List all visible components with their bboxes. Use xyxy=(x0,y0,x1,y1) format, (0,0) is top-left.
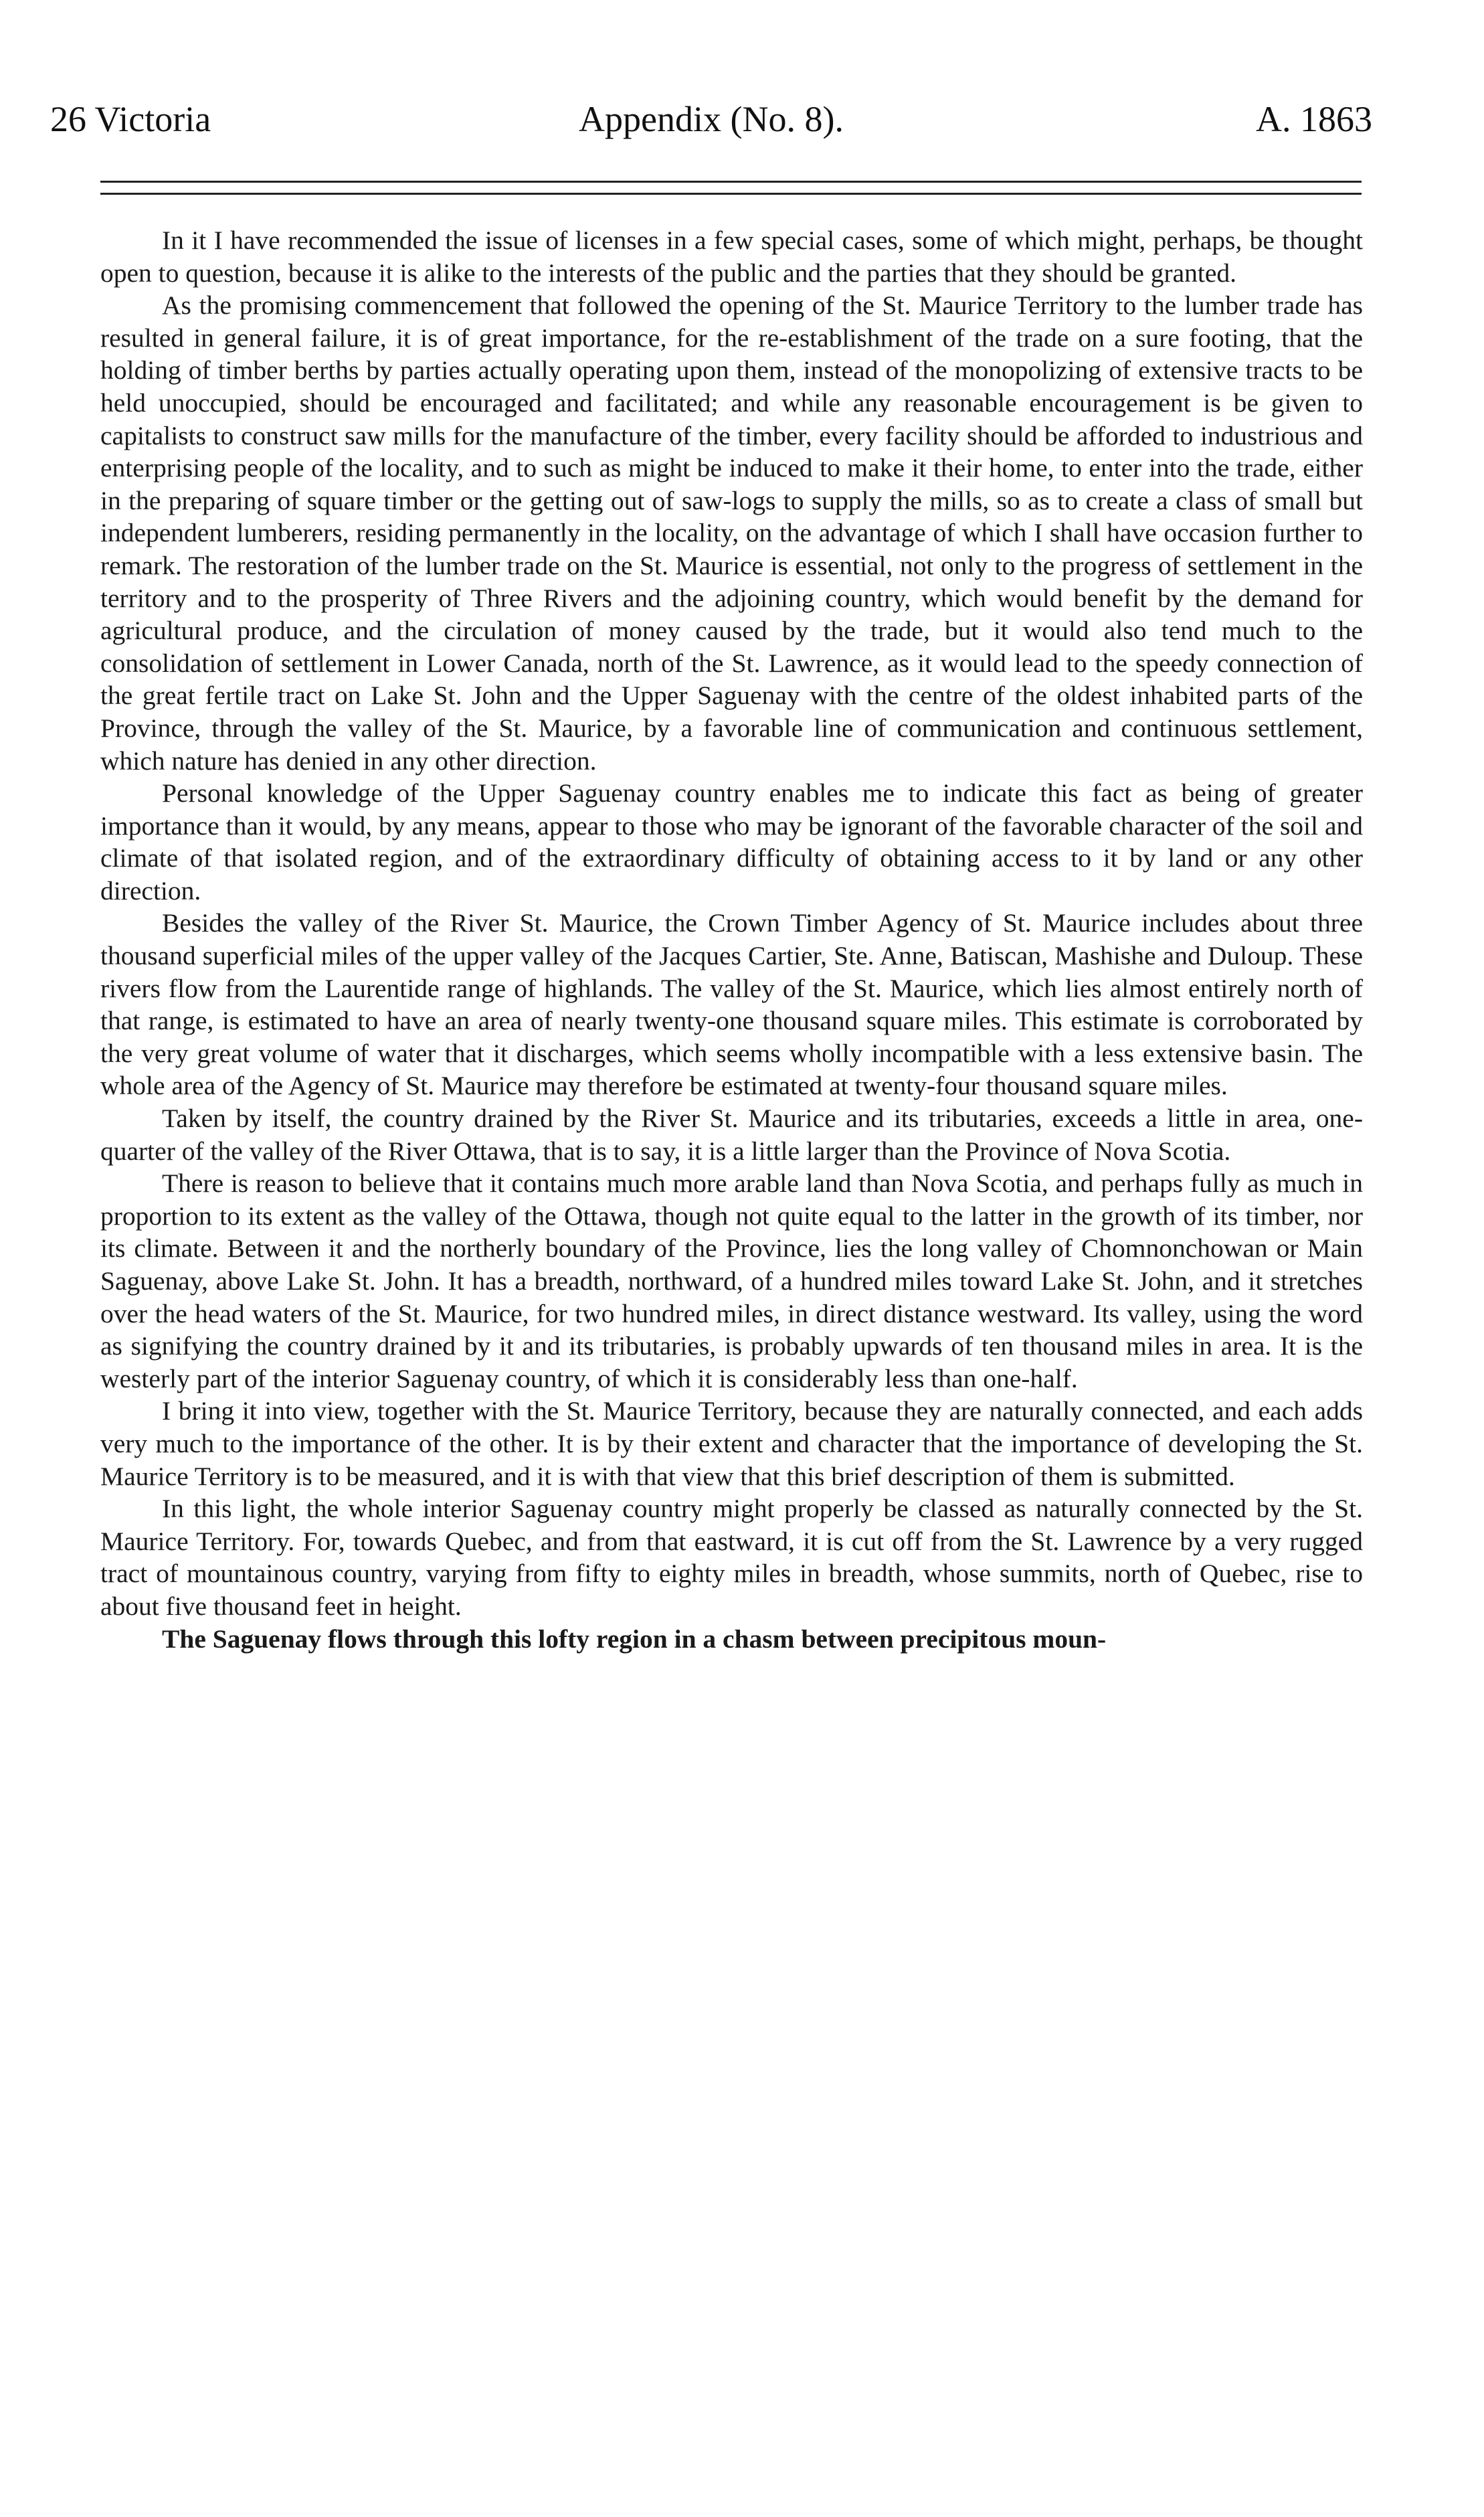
paragraph-nova-scotia: Taken by itself, the country drained by the River St. Maurice and its tributaries, exceeds a little in area, one-quarter of the valley of the River Ottawa, that is to say, it is a little larger than the Province of Nova Scotia. xyxy=(100,1104,1363,1166)
header-session: 26 Victoria xyxy=(50,99,211,139)
page-header xyxy=(50,92,1372,146)
paragraph-agency-area: Besides the valley of the River St. Maurice, the Crown Timber Agency of St. Maurice includes about three thousand superficial miles of the upper valley of the Jacques Cartier, Ste. Anne, Batiscan, Mashishe and Duloup. These rivers flow from the Laurentide range of highlands. The valley of the St. Maurice, which lies almost entirely north of that range, is estimated to have an area of nearly twenty-one thousand square miles. This estimate is corroborated by the very great volume of water that it discharges, which seems wholly incompatible with a less extensive basin. The whole area of the Agency of St. Maurice may therefore be estimated at twenty-four thousand square miles. xyxy=(100,908,1363,1101)
paragraph-arable-land: There is reason to believe that it contains much more arable land than Nova Scotia, and perhaps fully as much in proportion to its extent as the valley of the Ottawa, though not quite equal to the latter in the growth of its timber, nor its climate. Between it and the northerly boundary of the Province, lies the long valley of Chomnonchowan or Main Saguenay, above Lake St. John. It has a breadth, northward, of a hundred miles toward Lake St. John, and it stretches over the head waters of the St. Maurice, for two hundred miles, in direct distance westward. Its valley, using the word as signifying the country drained by it and its tributaries, is probably upwards of ten thousand miles in area. It is the westerly part of the interior Saguenay country, of which it is considerably less than one-half. xyxy=(100,1168,1363,1393)
paragraph-licenses: In it I have recommended the issue of licenses in a few special cases, some of which might, perhaps, be thought open to question, because it is alike to the interests of the public and the parties that they should be granted. xyxy=(100,226,1363,288)
paragraph-saguenay-chasm: The Saguenay flows through this lofty region in a chasm between precipitous moun- xyxy=(162,1624,1107,1654)
header-year: A. 1863 xyxy=(1256,99,1372,139)
body-text xyxy=(100,224,1363,2486)
header-rule-top xyxy=(100,181,1362,183)
header-rule-bottom xyxy=(100,193,1362,195)
paragraph-upper-saguenay: Personal knowledge of the Upper Saguenay country enables me to indicate this fact as being of greater importance than it would, by any means, appear to those who may be ignorant of the favorable character of the soil and climate of that isolated region, and of the extraordinary difficulty of obtaining access to it by land or any other direction. xyxy=(100,778,1363,905)
paragraph-interior-country: In this light, the whole interior Saguenay country might properly be classed as naturally connected by the St. Maurice Territory. For, towards Quebec, and from that eastward, it is cut off from the St. Lawrence by a very rugged tract of mountainous country, varying from fifty to eighty miles in breadth, whose summits, north of Quebec, rise to about five thousand feet in height. xyxy=(100,1494,1363,1621)
header-appendix: Appendix (No. 8). xyxy=(579,99,844,139)
paragraph-lumber-trade: As the promising commencement that followed the opening of the St. Maurice Territory to the lumber trade has resulted in general failure, it is of great importance, for the re-establishment of the trade on a sure footing, that the holding of timber berths by parties actually operating upon them, instead of the monopolizing of extensive tracts to be held unoccupied, should be encouraged and facilitated; and while any reasonable encouragement is be given to capitalists to construct saw mills for the manufacture of the timber, every facility should be afforded to industrious and enterprising people of the locality, and to such as might be induced to make it their home, to enter into the trade, either in the preparing of square timber or the getting out of saw-logs to supply the mills, so as to create a class of small but independent lumberers, residing permanently in the locality, on the advantage of which I shall have occasion further to remark. The restoration of the lumber trade on the St. Maurice is essential, not only to the progress of settlement in the territory and to the prosperity of Three Rivers and the adjoining country, which would benefit by the demand for agricultural produce, and the circulation of money caused by the trade, but it would also tend much to the consolidation of settlement in Lower Canada, north of the St. Lawrence, as it would lead to the speedy connection of the great fertile tract on Lake St. John and the Upper Saguenay with the centre of the oldest inhabited parts of the Province, through the valley of the St. Maurice, by a favorable line of communication and continuous settlement, which nature has denied in any other direction. xyxy=(100,290,1363,776)
paragraph-connection: I bring it into view, together with the St. Maurice Territory, because they are naturally connected, and each adds very much to the importance of the other. It is by their extent and character that the importance of developing the St. Maurice Territory is to be measured, and it is with that view that this brief description of them is submitted. xyxy=(100,1396,1363,1491)
